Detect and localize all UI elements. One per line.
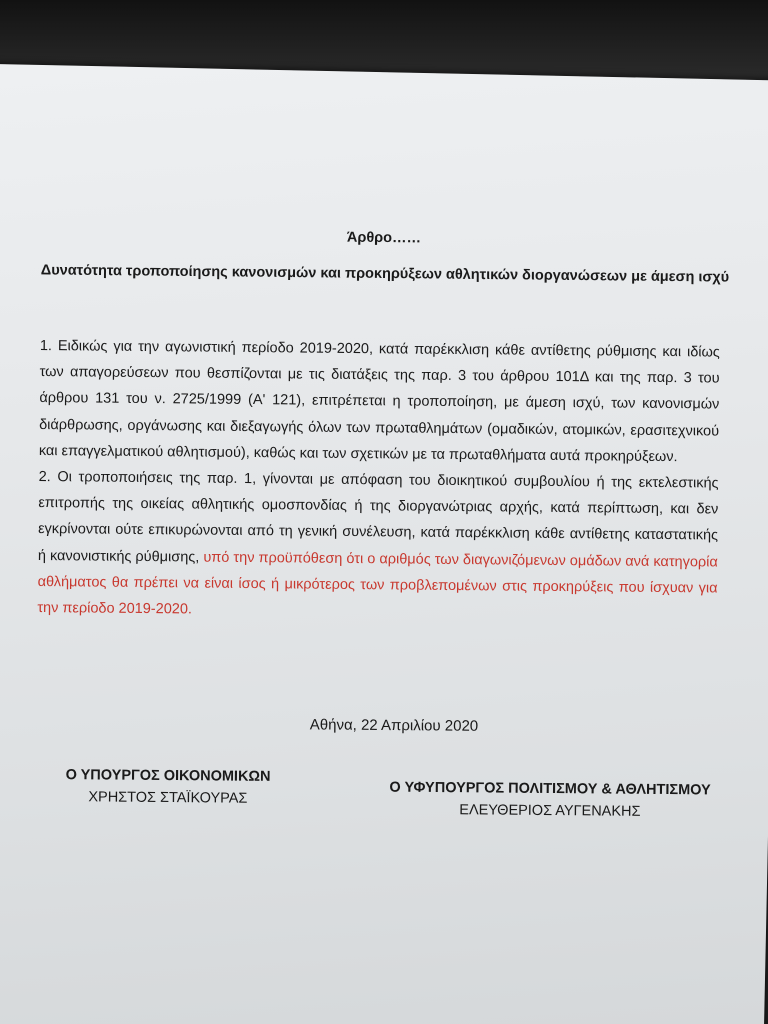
signatory-name-left: ΧΡΗΣΤΟΣ ΣΤΑΪΚΟΥΡΑΣ xyxy=(88,789,248,807)
article-title: Δυνατότητα τροποποίησης κανονισμών και προκηρύξεων αθλητικών διοργανώσεων με άμεση ισχύ xyxy=(40,262,730,286)
signatory-name-right: ΕΛΕΥΘΕΡΙΟΣ ΑΥΓΕΝΑΚΗΣ xyxy=(459,802,641,820)
date-line: Αθήνα, 22 Απριλίου 2020 xyxy=(309,716,479,735)
signature-block-left xyxy=(38,764,298,810)
article-heading: Άρθρο…… xyxy=(346,229,422,247)
signature-block-right xyxy=(360,776,740,823)
paragraph-1: 1. Ειδικώς για την αγωνιστική περίοδο 2019-2020, κατά παρέκκλιση κάθε αντίθετης ρύθμισης και ιδίως των απαγορεύσεων που θεσπίζονται με τις διατάξεις της παρ. 3 του άρθρου 101Δ και της παρ. 3 του άρθρου 131 του ν. 2725/1999 (Α' 121), επιτρέπεται η τροποποίηση, με άμεση ισχύ, των κανονισμών διάρθρωσης, οργάνωσης και διεξαγωγής όλων των πρωταθλημάτων (ομαδικών, ατομικών, ερασιτεχνικού και επαγγελματικού αθλητισμού), καθώς και των σχετικών με τα πρωταθλήματα αυτά προκηρύξεων. xyxy=(38,337,720,465)
paragraph-2-text: 2. Οι τροποποιήσεις της παρ. 1, γίνονται με απόφαση του διοικητικού συμβουλίου ή της εκτελεστικής επιτροπής της οικείας αθλητικής ομοσπονδίας ή της διοργανώτριας αρχής, κατά περίπτωση, και δεν εγκρίνονται ούτε επικυρώνονται από τη γενική συνέλευση, κατά παρέκκλιση κάθε αντίθετης καταστατικής ή κανονιστικής ρύθμισης, xyxy=(37,469,719,566)
signatory-title-left: Ο ΥΠΟΥΡΓΟΣ ΟΙΚΟΝΟΜΙΚΩΝ xyxy=(65,767,271,785)
paragraph-2-highlighted-text: υπό την προϋπόθεση ότι ο αριθμός των διαγωνιζόμενων ομάδων ανά κατηγορία αθλήματος θα πρέπει να είναι ίσος ή μικρότερος των προβλεπομένων στις προκηρύξεις που ίσχυαν για την περίοδο 2019-2020. xyxy=(37,549,718,618)
paragraph-2 xyxy=(37,464,718,628)
article-body xyxy=(37,333,720,628)
signatory-title-right: Ο ΥΦΥΠΟΥΡΓΟΣ ΠΟΛΙΤΙΣΜΟΥ & ΑΘΛΗΤΙΣΜΟΥ xyxy=(389,779,711,799)
